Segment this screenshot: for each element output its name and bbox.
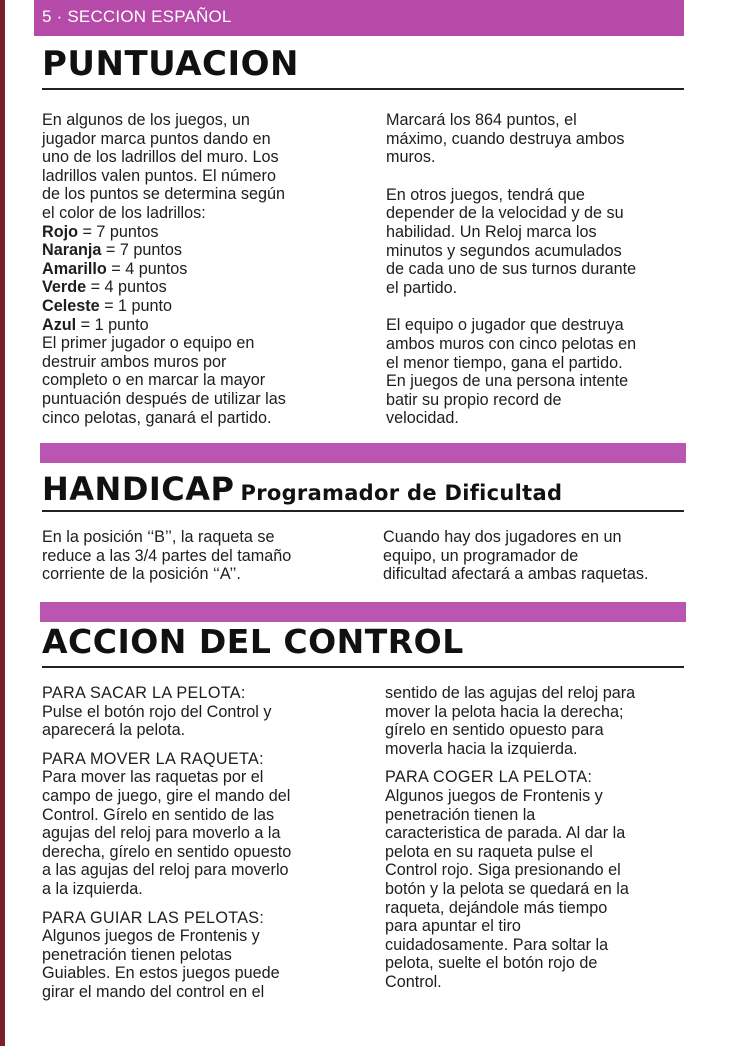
points-row	[42, 260, 362, 279]
text-line: pelota, suelte el botón rojo de	[385, 954, 598, 973]
text-line: ambos muros con cinco pelotas en	[386, 334, 637, 353]
text-line: velocidad.	[386, 409, 459, 428]
section-rule	[42, 88, 684, 90]
brick-points: = 7 puntos	[105, 241, 182, 260]
points-row	[42, 316, 362, 335]
brick-color: Verde	[42, 278, 87, 297]
text-line: gírelo en sentido opuesto para	[385, 721, 604, 740]
section-rule	[42, 510, 684, 512]
text-line: Cuando hay dos jugadores en un	[383, 528, 622, 546]
accion-right-column	[385, 684, 695, 992]
puntuacion-left-column	[42, 111, 362, 427]
points-list	[42, 223, 362, 335]
text-line: equipo, un programador de	[383, 546, 579, 565]
subheading-coger: PARA COGER LA PELOTA:	[385, 768, 593, 787]
brick-color: Azul	[42, 315, 77, 334]
page-edge	[0, 0, 5, 1046]
brick-points: = 1 punto	[80, 315, 149, 334]
subheading-sacar: PARA SACAR LA PELOTA:	[42, 684, 246, 702]
text-line: agujas del reloj para moverlo a la	[42, 824, 281, 843]
handicap-subtitle: Programador de Dificultad	[240, 481, 563, 505]
text-line: Algunos juegos de Frontenis y	[42, 927, 260, 946]
text-line: Para mover las raquetas por el	[42, 768, 264, 787]
text-line: dificultad afectará a ambas raquetas.	[383, 565, 649, 584]
text-line: Guiables. En estos juegos puede	[42, 964, 280, 983]
section-title-handicap	[42, 470, 562, 508]
text-line: el color de los ladrillos:	[42, 203, 206, 222]
subheading-mover: PARA MOVER LA RAQUETA:	[42, 749, 264, 768]
page-label: 5 · SECCION ESPAÑOL	[42, 7, 232, 26]
text-line: girar el mando del control en el	[42, 982, 265, 1001]
brick-color: Celeste	[42, 296, 100, 315]
brick-color: Amarillo	[42, 259, 107, 278]
text-line: El primer jugador o equipo en	[42, 334, 255, 353]
text-line: uno de los ladrillos del muro. Los	[42, 148, 279, 167]
text-line: En la posición ‘‘B’’, la raqueta se	[42, 528, 275, 546]
text-line: caracteristica de parada. Al dar la	[385, 824, 626, 843]
spacer	[386, 297, 691, 316]
section-title-accion: ACCION DEL CONTROL	[42, 622, 464, 661]
handicap-left-column	[42, 528, 372, 584]
text-line: Control. Gírelo en sentido de las	[42, 805, 275, 824]
text-line: raqueta, dejándole más tiempo	[385, 898, 608, 917]
points-row	[42, 297, 362, 316]
brick-points: = 4 puntos	[111, 259, 188, 278]
text-line: el menor tiempo, gana el partido.	[386, 353, 623, 372]
text-line: de cada uno de sus turnos durante	[386, 260, 637, 279]
paragraph	[386, 186, 691, 298]
paragraph	[386, 316, 691, 428]
text-line: reduce a las 3/4 partes del tamaño	[42, 546, 292, 565]
puntuacion-right-column	[386, 111, 691, 428]
text-line: el partido.	[386, 278, 458, 297]
text-line: moverla hacia la izquierda.	[385, 739, 578, 758]
text-line: Algunos juegos de Frontenis y	[385, 786, 603, 805]
text-line: de los puntos se determina según	[42, 185, 285, 204]
text-line: cinco pelotas, ganará el partido.	[42, 408, 272, 427]
text-line: Control.	[385, 972, 442, 991]
section-divider-band	[40, 602, 686, 622]
text-line: muros.	[386, 148, 436, 167]
text-line: batir su propio record de	[386, 390, 562, 409]
spacer	[42, 899, 372, 909]
text-line: Marcará los 864 puntos, el	[386, 111, 577, 129]
text-line: completo o en marcar la mayor	[42, 371, 266, 390]
text-line: minutos y segundos acumulados	[386, 241, 622, 260]
spacer	[42, 740, 372, 750]
section-divider-band	[40, 443, 686, 463]
brick-color: Rojo	[42, 222, 78, 241]
paragraph	[386, 111, 691, 167]
text-line: jugador marca puntos dando en	[42, 129, 271, 148]
text-line: mover la pelota hacia la derecha;	[385, 702, 624, 721]
text-line: corriente de la posición ‘‘A’’.	[42, 565, 241, 584]
text-line: puntuación después de utilizar las	[42, 389, 286, 408]
text-line: depender de la velocidad y de su	[386, 204, 624, 223]
points-row	[42, 223, 362, 242]
brick-points: = 1 punto	[104, 296, 173, 315]
text-line: El equipo o jugador que destruya	[386, 316, 624, 335]
text-line: En juegos de una persona intente	[386, 372, 629, 391]
puntuacion-intro	[42, 111, 362, 223]
brick-points: = 7 puntos	[82, 222, 159, 241]
text-line: botón y la pelota se quedará en la	[385, 879, 629, 898]
handicap-title: HANDICAP	[42, 470, 235, 508]
text-line: habilidad. Un Reloj marca los	[386, 222, 597, 241]
subheading-guiar: PARA GUIAR LAS PELOTAS:	[42, 908, 265, 927]
text-line: En otros juegos, tendrá que	[386, 185, 585, 204]
text-line: Pulse el botón rojo del Control y	[42, 702, 272, 721]
text-line: a la izquierda.	[42, 879, 143, 898]
section-rule	[42, 666, 684, 668]
text-line: campo de juego, gire el mando del	[42, 786, 291, 805]
points-row	[42, 241, 362, 260]
text-line: derecha, gírelo en sentido opuesto	[42, 842, 292, 861]
puntuacion-outro	[42, 334, 362, 427]
text-line: pelota en su raqueta pulse el	[385, 842, 593, 861]
text-line: penetración tienen pelotas	[42, 945, 232, 964]
text-line: Control rojo. Siga presionando el	[385, 861, 621, 880]
text-line: ladrillos valen puntos. El número	[42, 166, 276, 185]
text-line: aparecerá la pelota.	[42, 721, 186, 740]
text-line: penetración tienen la	[385, 805, 536, 824]
handicap-right-column	[383, 528, 693, 584]
text-line: a las agujas del reloj para moverlo	[42, 861, 289, 880]
text-line: destruir ambos muros por	[42, 352, 227, 371]
text-line: cuidadosamente. Para soltar la	[385, 935, 609, 954]
brick-color: Naranja	[42, 241, 102, 260]
section-title-puntuacion: PUNTUACION	[42, 44, 300, 84]
text-line: para apuntar el tiro	[385, 917, 521, 936]
accion-left-column	[42, 684, 372, 1002]
spacer	[385, 758, 695, 768]
text-line: máximo, cuando destruya ambos	[386, 129, 625, 148]
spacer	[386, 167, 691, 186]
brick-points: = 4 puntos	[90, 278, 167, 297]
text-line: sentido de las agujas del reloj para	[385, 684, 636, 702]
text-line: En algunos de los juegos, un	[42, 111, 250, 129]
points-row	[42, 278, 362, 297]
